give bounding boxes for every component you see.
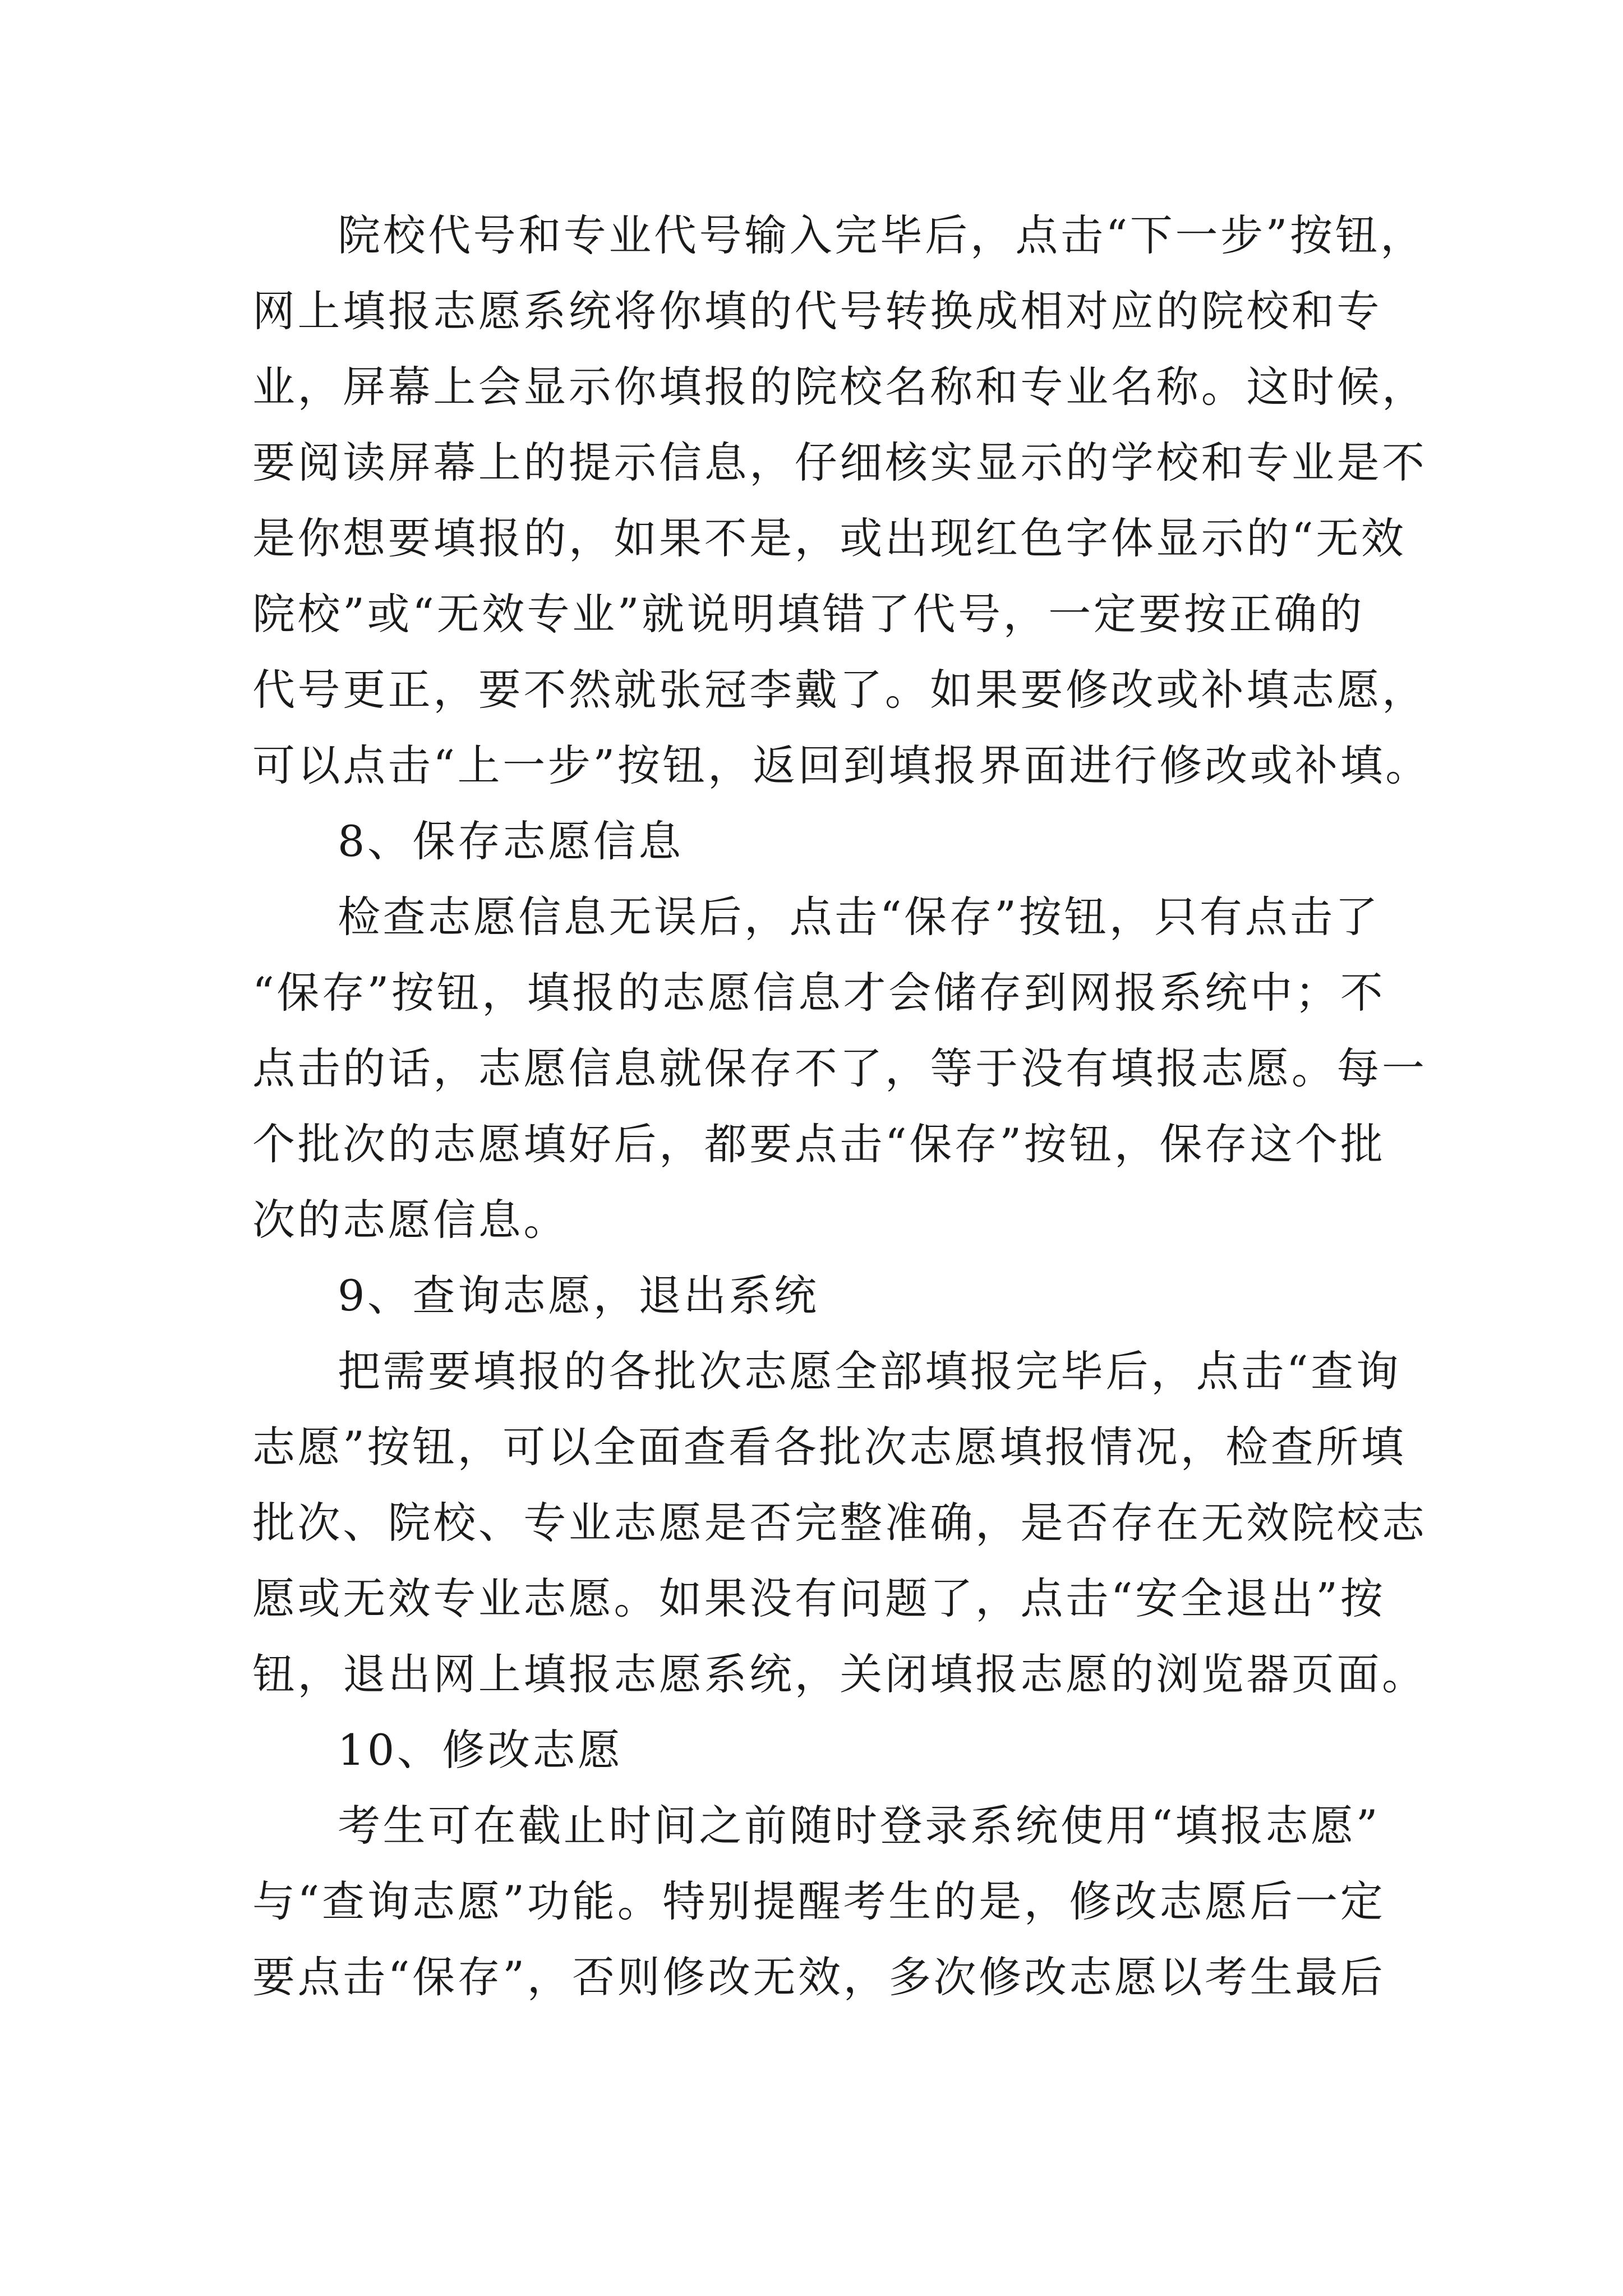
paragraph-line: 把需要填报的各批次志愿全部填报完毕后，点击“查询 bbox=[338, 1346, 1401, 1396]
paragraph-line: “保存”按钮，填报的志愿信息才会储存到网报系统中；不 bbox=[252, 968, 1386, 1018]
document-page bbox=[252, 197, 1431, 2015]
paragraph-line: 钮，退出网上填报志愿系统，关闭填报志愿的浏览器页面。 bbox=[252, 1649, 1427, 1699]
paragraph-line: 批次、院校、专业志愿是否完整准确，是否存在无效院校志 bbox=[252, 1498, 1427, 1548]
paragraph-line: 是你想要填报的，如果不是，或出现红色字体显示的“无效 bbox=[252, 513, 1407, 563]
paragraph-line: 院校”或“无效专业”就说明填错了代号，一定要按正确的 bbox=[252, 589, 1365, 639]
paragraph-line: 志愿”按钮，可以全面查看各批次志愿填报情况，检查所填 bbox=[252, 1422, 1407, 1472]
paragraph-line: 次的志愿信息。 bbox=[252, 1195, 569, 1245]
paragraph-line: 院校代号和专业代号输入完毕后，点击“下一步”按钮， bbox=[338, 210, 1426, 260]
paragraph-line: 要阅读屏幕上的提示信息，仔细核实显示的学校和专业是不 bbox=[252, 438, 1427, 487]
paragraph-line: 检查志愿信息无误后，点击“保存”按钮，只有点击了 bbox=[338, 892, 1381, 942]
paragraph-line: 代号更正，要不然就张冠李戴了。如果要修改或补填志愿， bbox=[252, 665, 1427, 715]
paragraph-line: 要点击“保存”，否则修改无效，多次修改志愿以考生最后 bbox=[252, 1952, 1386, 2002]
paragraph-line: 可以点击“上一步”按钮，返回到填报界面进行修改或补填。 bbox=[252, 740, 1431, 790]
section-heading: 10、修改志愿 bbox=[338, 1725, 623, 1775]
paragraph-line: 网上填报志愿系统将你填的代号转换成相对应的院校和专 bbox=[252, 286, 1382, 336]
paragraph-line: 个批次的志愿填好后，都要点击“保存”按钮，保存这个批 bbox=[252, 1119, 1386, 1169]
paragraph-line: 愿或无效专业志愿。如果没有问题了，点击“安全退出”按 bbox=[252, 1573, 1386, 1623]
paragraph-line: 业，屏幕上会显示你填报的院校名称和专业名称。这时候， bbox=[252, 362, 1427, 412]
section-heading: 8、保存志愿信息 bbox=[338, 816, 684, 866]
paragraph-line: 点击的话，志愿信息就保存不了，等于没有填报志愿。每一 bbox=[252, 1043, 1427, 1093]
paragraph-line: 与“查询志愿”功能。特别提醒考生的是，修改志愿后一定 bbox=[252, 1876, 1386, 1926]
section-heading: 9、查询志愿，退出系统 bbox=[338, 1271, 819, 1320]
paragraph-line: 考生可在截止时间之前随时登录系统使用“填报志愿” bbox=[338, 1801, 1381, 1851]
